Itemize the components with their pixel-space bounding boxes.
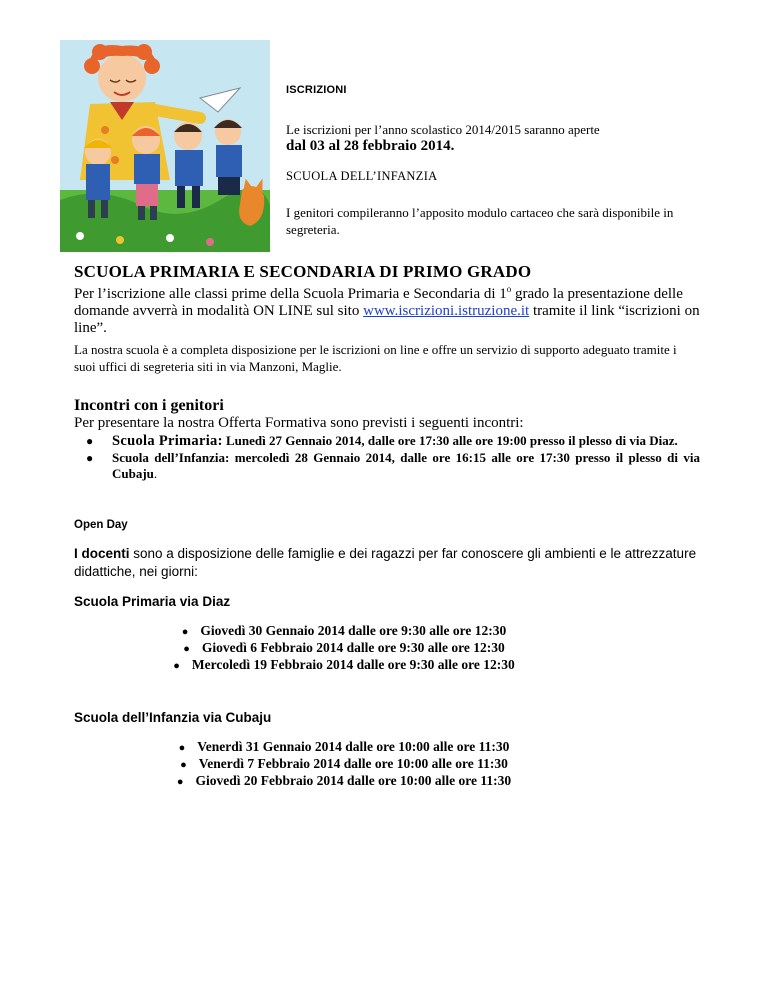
openday-primaria-heading: Scuola Primaria via Diaz: [74, 594, 231, 609]
primaria-text: [74, 281, 700, 337]
date-text: Venerdì 31 Gennaio 2014 dalle ore 10:00 alle ore 11:30: [197, 739, 510, 754]
openday-heading: Open Day: [74, 519, 128, 531]
incontri-item-lead: Scuola Primaria:: [112, 433, 223, 449]
children-illustration: [60, 40, 270, 252]
incontri-heading: Incontri con i genitori: [74, 397, 224, 414]
support-text: La nostra scuola è a completa disposizione per le iscrizioni on line e offre un servizio di supporto adeguato tramite i suoi uffici di segreteria siti in via Manzoni, Maglie.: [74, 342, 677, 374]
primaria-text-part3: tramite il link “iscrizioni on line”.: [74, 303, 700, 336]
list-item: [74, 640, 614, 657]
date-text: Giovedì 30 Gennaio 2014 dalle ore 9:30 alle ore 12:30: [200, 623, 507, 638]
date-text: Mercoledì 19 Febbraio 2014 dalle ore 9:30 alle ore 12:30: [191, 657, 515, 672]
openday-primaria-list: [74, 623, 614, 674]
list-item: [74, 756, 614, 773]
date-text: Venerdì 7 Febbraio 2014 dalle ore 10:00 alle ore 11:30: [198, 756, 508, 771]
primaria-text-part1: Per l’iscrizione alle classi prime della Scuola Primaria e Secondaria di 1: [74, 286, 507, 302]
date-text: Giovedì 6 Febbraio 2014 dalle ore 9:30 alle ore 12:30: [201, 640, 505, 655]
superscript-o: o: [506, 284, 512, 294]
primaria-text-part2: grado la presentazione delle domande avverrà in modalità ON LINE sul sito: [74, 286, 683, 319]
bullet-icon: ●: [178, 742, 186, 754]
bullet-icon: ●: [176, 776, 184, 788]
iscrizioni-dates: dal 03 al 28 febbraio 2014.: [286, 138, 455, 154]
incontri-list: [74, 433, 700, 482]
list-item: [74, 657, 614, 674]
list-item: [74, 450, 700, 482]
incontri-item-text: Scuola dell’Infanzia: mercoledì 28 Gennaio 2014, dalle ore 16:15 alle ore 17:30 presso il plesso di via Cubaju: [112, 450, 700, 481]
incontri-intro: Per presentare la nostra Offerta Formativa sono previsti i seguenti incontri:: [74, 415, 524, 431]
primaria-heading: SCUOLA PRIMARIA E SECONDARIA DI PRIMO GRADO: [74, 262, 532, 281]
openday-infanzia-list: [74, 739, 614, 790]
iscrizioni-link[interactable]: www.iscrizioni.istruzione.it: [363, 303, 530, 319]
bullet-icon: ●: [181, 626, 189, 638]
list-item: [74, 773, 614, 790]
docenti-rest: sono a disposizione delle famiglie e dei ragazzi per far conoscere gli ambienti e le attrezzature didattiche, nei giorni:: [74, 546, 697, 579]
iscrizioni-section: [286, 84, 726, 238]
list-item: [74, 433, 700, 449]
incontri-item-text: Lunedì 27 Gennaio 2014, dalle ore 17:30 alle ore 19:00 presso il plesso di via Diaz.: [222, 433, 678, 448]
bullet-icon: ●: [173, 660, 180, 672]
bullet-icon: ●: [86, 434, 94, 448]
bullet-icon: ●: [183, 643, 190, 655]
bullet-icon: ●: [86, 451, 94, 465]
infanzia-text: I genitori compileranno l’apposito modulo cartaceo che sarà disponibile in segreteria.: [286, 205, 674, 237]
docenti-text: [74, 545, 700, 581]
children-drawing: [60, 40, 270, 252]
date-text: Giovedì 20 Febbraio 2014 dalle ore 10:00 alle ore 11:30: [195, 773, 512, 788]
main-content: [74, 262, 700, 790]
docenti-bold: I docenti: [74, 546, 130, 561]
list-item: [74, 623, 614, 640]
iscrizioni-intro: Le iscrizioni per l’anno scolastico 2014/2015 saranno aperte: [286, 122, 600, 137]
infanzia-heading: SCUOLA DELL’INFANZIA: [286, 169, 438, 183]
list-item: [74, 739, 614, 756]
iscrizioni-heading: ISCRIZIONI: [286, 84, 347, 96]
openday-infanzia-heading: Scuola dell’Infanzia via Cubaju: [74, 710, 272, 725]
trailing-dot: .: [153, 466, 158, 481]
bullet-icon: ●: [180, 759, 187, 771]
